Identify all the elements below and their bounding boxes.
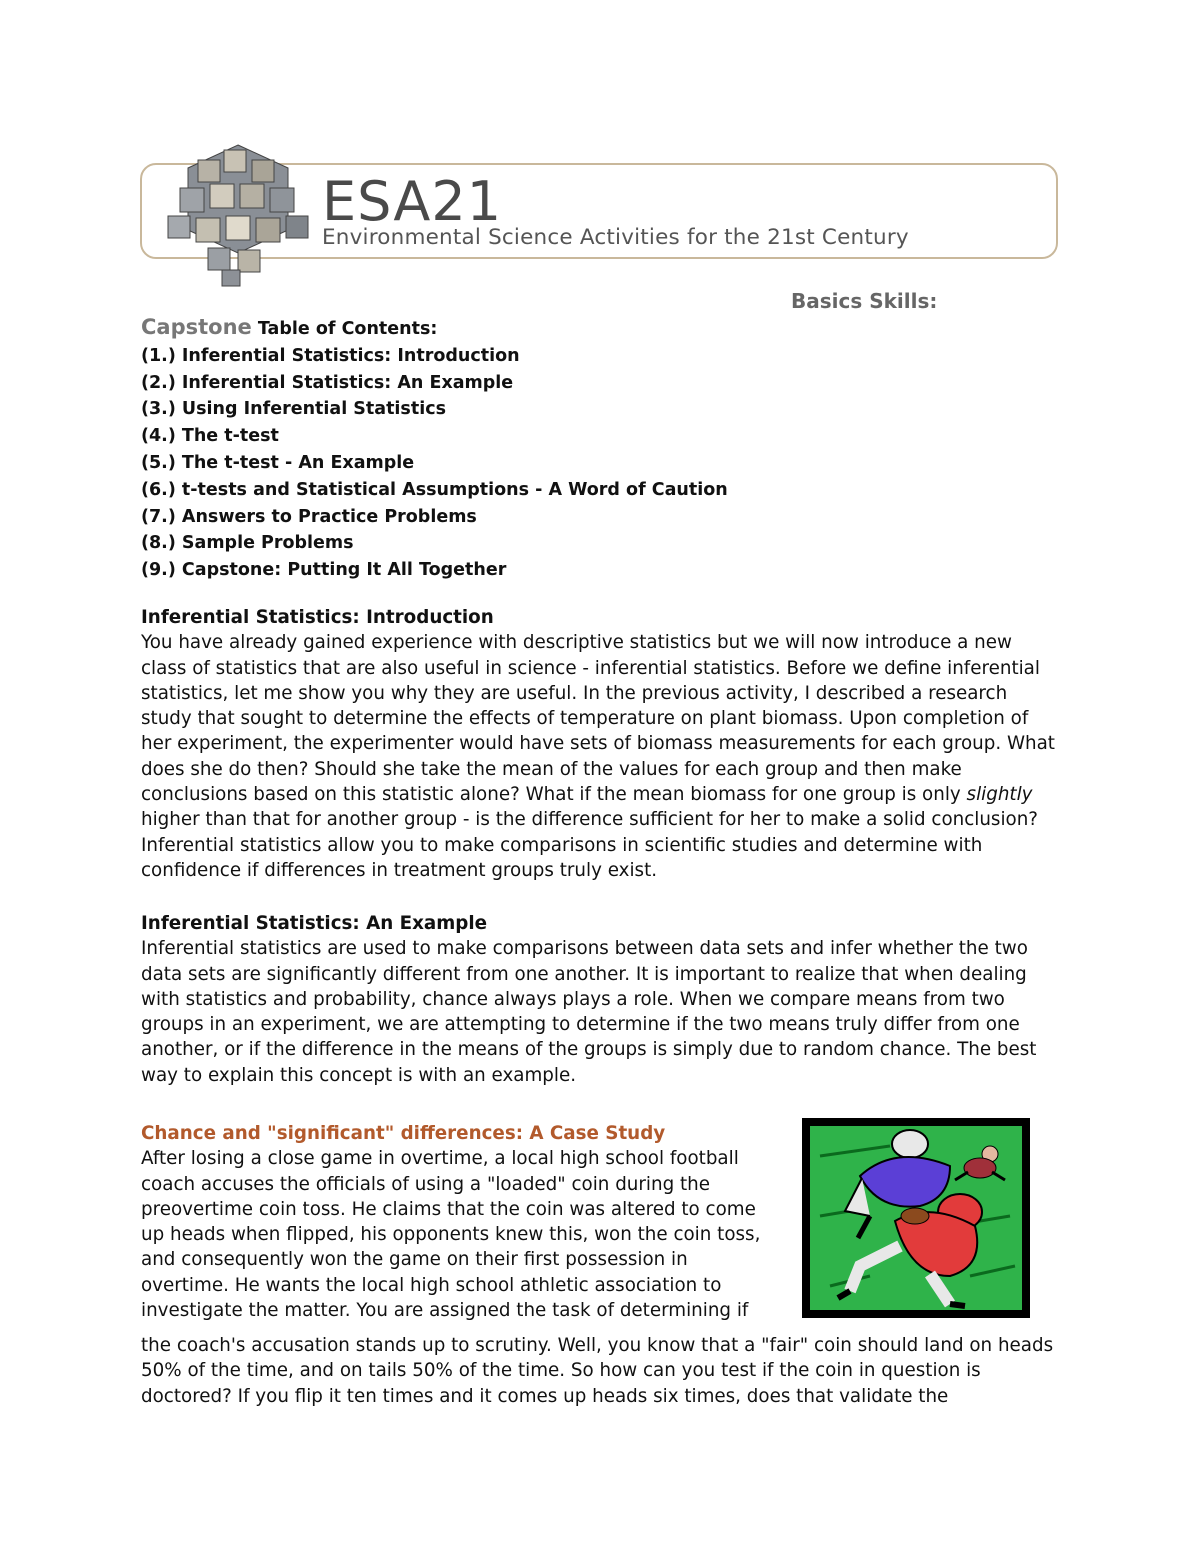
toc-item[interactable]: (3.) Using Inferential Statistics <box>141 399 447 420</box>
capstone-label: Capstone <box>141 315 252 339</box>
toc-heading-line <box>141 314 728 343</box>
intro-title: Inferential Statistics: Introduction <box>141 607 494 628</box>
brand-tagline: Environmental Science Activities for the 21st Century <box>322 225 909 250</box>
toc-item[interactable]: (4.) The t-test <box>141 426 279 447</box>
toc-item[interactable]: (2.) Inferential Statistics: An Example <box>141 372 514 393</box>
basics-skills-label: Basics Skills: <box>791 289 938 313</box>
football-clipart <box>800 1116 1032 1320</box>
esa21-cube-logo <box>158 140 318 290</box>
intro-body <box>141 630 1061 883</box>
case-study-title: Chance and "significant" differences: A Case Study <box>141 1123 666 1144</box>
brand-title: ESA21 <box>322 170 503 233</box>
example-title: Inferential Statistics: An Example <box>141 913 488 934</box>
toc-item[interactable]: (8.) Sample Problems <box>141 533 354 554</box>
toc-item[interactable]: (5.) The t-test - An Example <box>141 452 415 473</box>
example-section <box>141 911 1061 1088</box>
toc-item[interactable]: (9.) Capstone: Putting It All Together <box>141 560 507 581</box>
intro-body-emphasis: slightly <box>966 784 1033 806</box>
toc-item[interactable]: (7.) Answers to Practice Problems <box>141 506 477 527</box>
case-study-section <box>141 1121 781 1323</box>
case-study-body-continued: the coach's accusation stands up to scrutiny. Well, you know that a "fair" coin should land on heads 50% of the time, and on tails 50% of the time. So how can you test if the coin in question is doctored? If you flip it ten times and it comes up heads six times, does that validate the <box>141 1335 1054 1407</box>
intro-body-part-b: higher than that for another group - is the difference sufficient for her to make a solid conclusion? Inferential statistics allow you to make comparisons in scientific studies and determine with confidence if differences in treatment groups truly exist. <box>141 809 1039 881</box>
intro-body-part-a: You have already gained experience with descriptive statistics but we will now introduce a new class of statistics that are also useful in science - inferential statistics. Before we define inferential statistics, let me show you why they are useful. In the previous activity, I described a research study that sought to determine the effects of temperature on plant biomass. Upon completion of her experiment, the experimenter would have sets of biomass measurements for each group. What does she do then? Should she take the mean of the values for each group and then make conclusions based on this statistic alone? What if the mean biomass for one group is only <box>141 632 1055 806</box>
case-study-body: After losing a close game in overtime, a local high school football coach accuses the officials of using a "loaded" coin during the preovertime coin toss. He claims that the coin was altered to come up heads when flipped, his opponents knew this, won the coin toss, and consequently won the game on their first possession in overtime. He wants the local high school athletic association to investigate the matter. You are assigned the task of determining if <box>141 1148 761 1322</box>
toc-item[interactable]: (6.) t-tests and Statistical Assumptions - A Word of Caution <box>141 479 728 500</box>
toc-item[interactable]: (1.) Inferential Statistics: Introduction <box>141 345 520 366</box>
intro-section <box>141 605 1061 883</box>
table-of-contents <box>141 314 728 584</box>
example-body: Inferential statistics are used to make comparisons between data sets and infer whether the two data sets are significantly different from one another. It is important to realize that when dealing with statistics and probability, chance always plays a role. When we compare means from two groups in an experiment, we are attempting to determine if the two means truly differ from one another, or if the difference in the means of the groups is simply due to random chance. The best way to explain this concept is with an example. <box>141 938 1037 1086</box>
toc-heading: Table of Contents: <box>257 319 438 339</box>
